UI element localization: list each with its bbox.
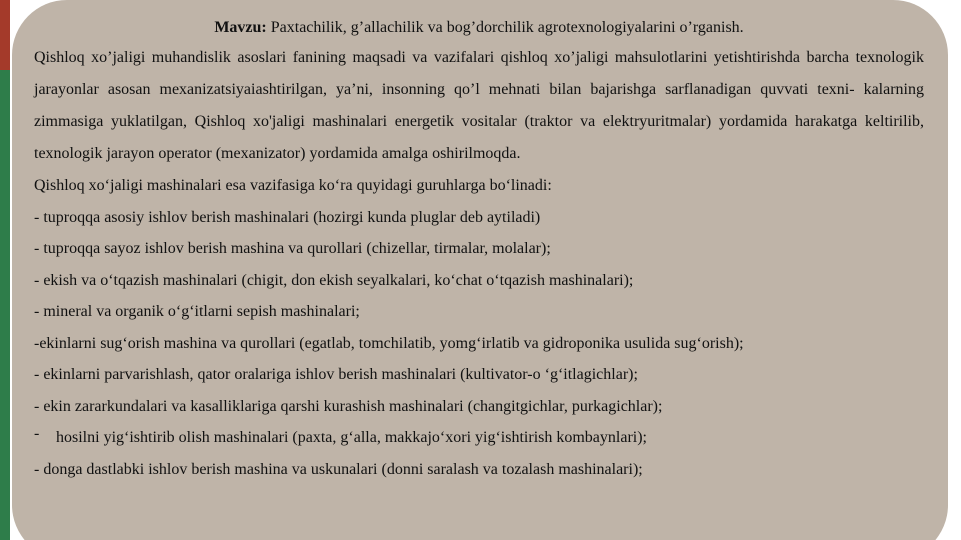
title-text: Paxtachilik, g’allachilik va bog’dorchilik agrotexnologiyalarini o’rganish.	[266, 19, 744, 36]
list-item: - ekin zararkundalari va kasalliklariga qarshi kurashish mashinalari (changitgichlar, purkagichlar);	[34, 397, 663, 415]
list-item: - tuproqqa sayoz ishlov berish mashina va qurollari (chizellar, tirmalar, molalar);	[34, 240, 551, 257]
list-item: - donga dastlabki ishlov berish mashina va uskunalari (donni saralash va tozalash mashinalari);	[34, 460, 643, 478]
title-label: Mavzu:	[214, 19, 267, 36]
slide-content	[34, 14, 924, 485]
list-item: - mineral va organik o‘g‘itlarni sepish mashinalari;	[34, 303, 360, 320]
intro-paragraph: Qishloq xo’jaligi muhandislik asoslari fanining maqsadi va vazifalari qishloq xo’jaligi mahsulotlarini yetishtirishda barcha texnologik jarayonlar asosan mexanizatsiyaiashtirilgan, ya’ni, insonning qo’l mehnati bilan bajarishga sarflanadigan quvvati texni- kalarning zimmasiga yuklatilgan, Qishloq xo'jaligi mashinalari energetik vositalar (traktor va elektryuritmalar) yordamida harakatga keltirilib, texnologik jarayon operator (mexanizator) yordamida amalga oshirilmoqda.	[34, 49, 924, 162]
list-item: - tuproqqa asosiy ishlov berish mashinalari (hozirgi kunda pluglar deb aytiladi)	[34, 208, 541, 226]
left-accent-stripe	[0, 0, 10, 540]
list-item: - ekish va o‘tqazish mashinalari (chigit, don ekish seyalkalari, ko‘chat o‘tqazish mashinalari);	[34, 271, 634, 289]
list-item-text: hosilni yig‘ishtirib olish mashinalari (paxta, g‘alla, makkajo‘xori yig‘ishtirish kombaynlari);	[56, 429, 647, 446]
list-dash-marker: -	[34, 425, 40, 442]
list-item: - ekinlarni parvarishlash, qator oralariga ishlov berish mashinalari (kultivator-o ‘g‘itlagichlar);	[34, 366, 638, 383]
list-item-dash	[34, 422, 924, 454]
slide-title	[34, 14, 924, 42]
list-item: -ekinlarni sug‘orish mashina va qurollari (egatlab, tomchilatib, yomg‘irlatib va gidroponika usulida sug‘orish);	[34, 334, 744, 352]
groups-intro: Qishloq xo‘jaligi mashinalari esa vazifasiga ko‘ra quyidagi guruhlarga bo‘linadi:	[34, 177, 552, 194]
left-accent-stripe-top	[0, 0, 10, 70]
